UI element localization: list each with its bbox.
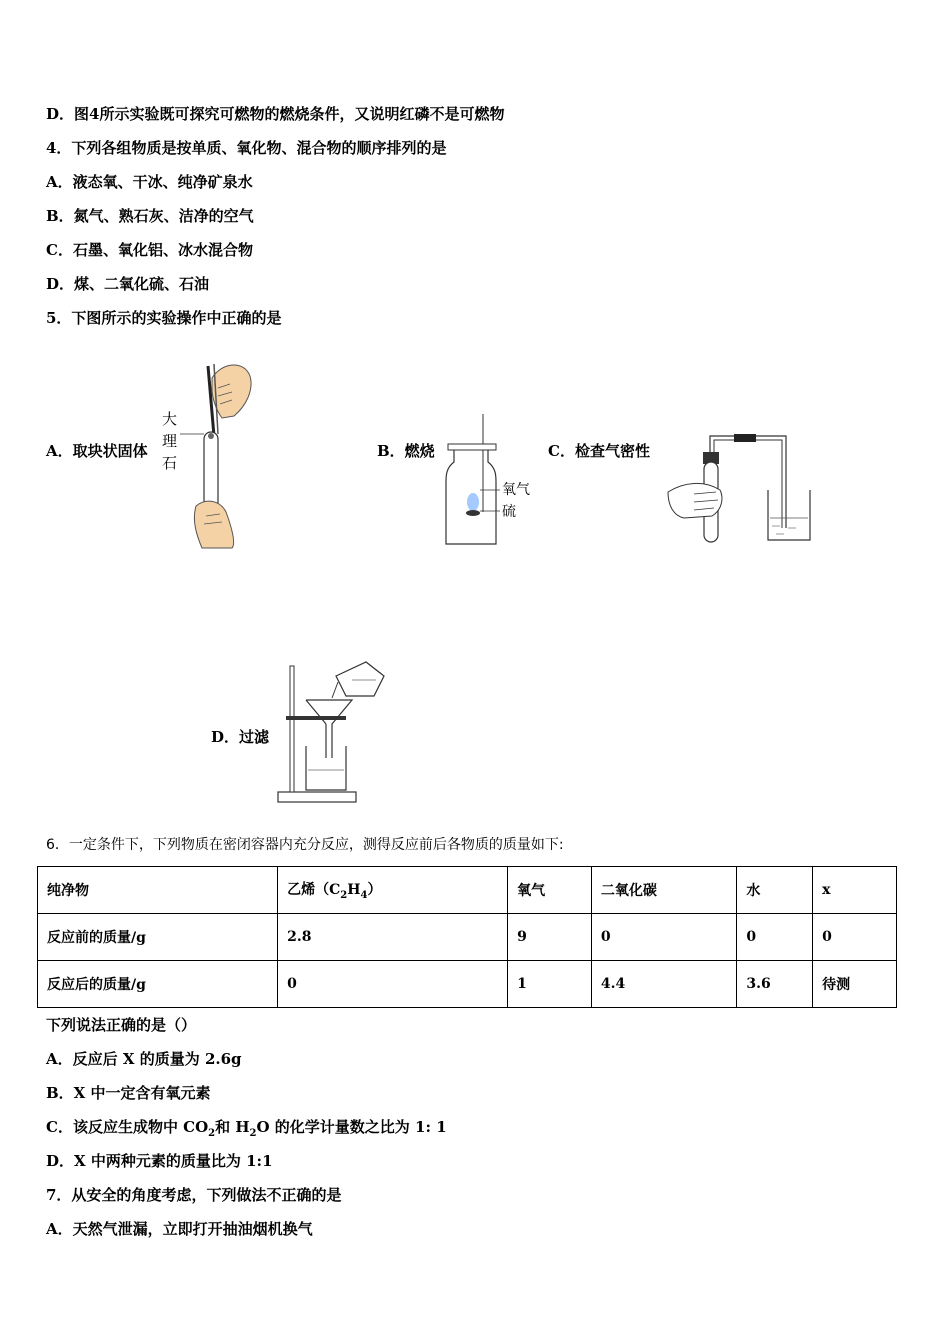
figure-filtration	[276, 656, 392, 806]
table-row	[38, 961, 897, 1008]
sulfur-label: 硫	[502, 504, 516, 520]
cell: 4.4	[591, 961, 737, 1008]
q7-stem: 7．从安全的角度考虑，下列做法不正确的是	[46, 1186, 342, 1204]
row-after-label: 反应后的质量/g	[38, 961, 278, 1008]
cell: 9	[508, 914, 592, 961]
q6-option-c: C．该反应生成物中 $CO_2$和 $H_2O$ 的化学计量数之比为 1: 1	[46, 1118, 447, 1139]
table-header-row	[38, 867, 897, 914]
table-row	[38, 914, 897, 961]
q7-option-a: A．天然气泄漏，立即打开抽油烟机换气	[46, 1220, 313, 1238]
q6-option-a: A．反应后 X 的质量为 2.6g	[46, 1050, 242, 1068]
header-oxygen: 氧气	[508, 867, 592, 914]
hand-bottom-icon	[194, 501, 233, 548]
header-water: 水	[737, 867, 813, 914]
q6-option-d: D．X 中两种元素的质量比为 1:1	[46, 1152, 273, 1170]
cell: 0	[278, 961, 508, 1008]
q4-option-a: A．液态氧、干冰、纯净矿泉水	[46, 173, 253, 191]
header-ethylene: 乙烯$(C_2H_4)$	[278, 867, 508, 914]
q6-stem: 6．一定条件下，下列物质在密闭容器内充分反应，测得反应前后各物质的质量如下:	[46, 837, 564, 853]
header-x: x	[813, 867, 897, 914]
q5-option-d-label: D．过滤	[211, 728, 270, 746]
figure-burning	[440, 410, 550, 550]
q4-option-d: D．煤、二氧化硫、石油	[46, 275, 210, 293]
marble-icon	[208, 433, 214, 439]
q6-question: 下列说法正确的是（）	[46, 1016, 197, 1034]
marble-char-2: 理	[162, 432, 178, 450]
test-tube-icon	[204, 432, 218, 510]
figure-take-solid	[160, 358, 260, 550]
spoon-icon	[466, 510, 480, 516]
q3-option-d: D．图4所示实验既可探究可燃物的燃烧条件，又说明红磷不是可燃物	[46, 105, 505, 123]
q5-option-a-label: A．取块状固体	[46, 442, 148, 460]
hand-top-icon	[212, 365, 251, 418]
q5-option-b-label: B．燃烧	[377, 442, 435, 460]
cell: 0	[813, 914, 897, 961]
q5-option-c-label: C．检查气密性	[548, 442, 650, 460]
beaker-c-icon	[768, 490, 810, 540]
header-substance: 纯净物	[38, 867, 278, 914]
figure-airtightness	[664, 432, 814, 550]
marble-char-3: 石	[162, 454, 178, 472]
rubber-tube-icon	[734, 434, 756, 442]
mass-table	[37, 866, 897, 1008]
cell: 3.6	[737, 961, 813, 1008]
row-before-label: 反应前的质量/g	[38, 914, 278, 961]
cell: 1	[508, 961, 592, 1008]
cell: 0	[591, 914, 737, 961]
q6-option-b: B．X 中一定含有氧元素	[46, 1084, 211, 1102]
flame-icon	[467, 493, 479, 511]
q4-option-c: C．石墨、氧化铝、冰水混合物	[46, 241, 253, 259]
oxygen-label: 氧气	[502, 482, 530, 498]
cell: 待测	[813, 961, 897, 1008]
cell: 0	[737, 914, 813, 961]
glass-cover-icon	[448, 444, 496, 450]
marble-char-1: 大	[162, 410, 178, 428]
pouring-beaker-icon	[336, 662, 384, 696]
q5-stem: 5．下图所示的实验操作中正确的是	[46, 309, 282, 327]
header-co2: 二氧化碳	[591, 867, 737, 914]
glass-rod-icon	[332, 682, 338, 698]
q4-stem: 4．下列各组物质是按单质、氧化物、混合物的顺序排列的是	[46, 139, 447, 157]
cell: 2.8	[278, 914, 508, 961]
stand-base-icon	[278, 792, 356, 802]
q4-option-b: B．氮气、熟石灰、洁净的空气	[46, 207, 254, 225]
